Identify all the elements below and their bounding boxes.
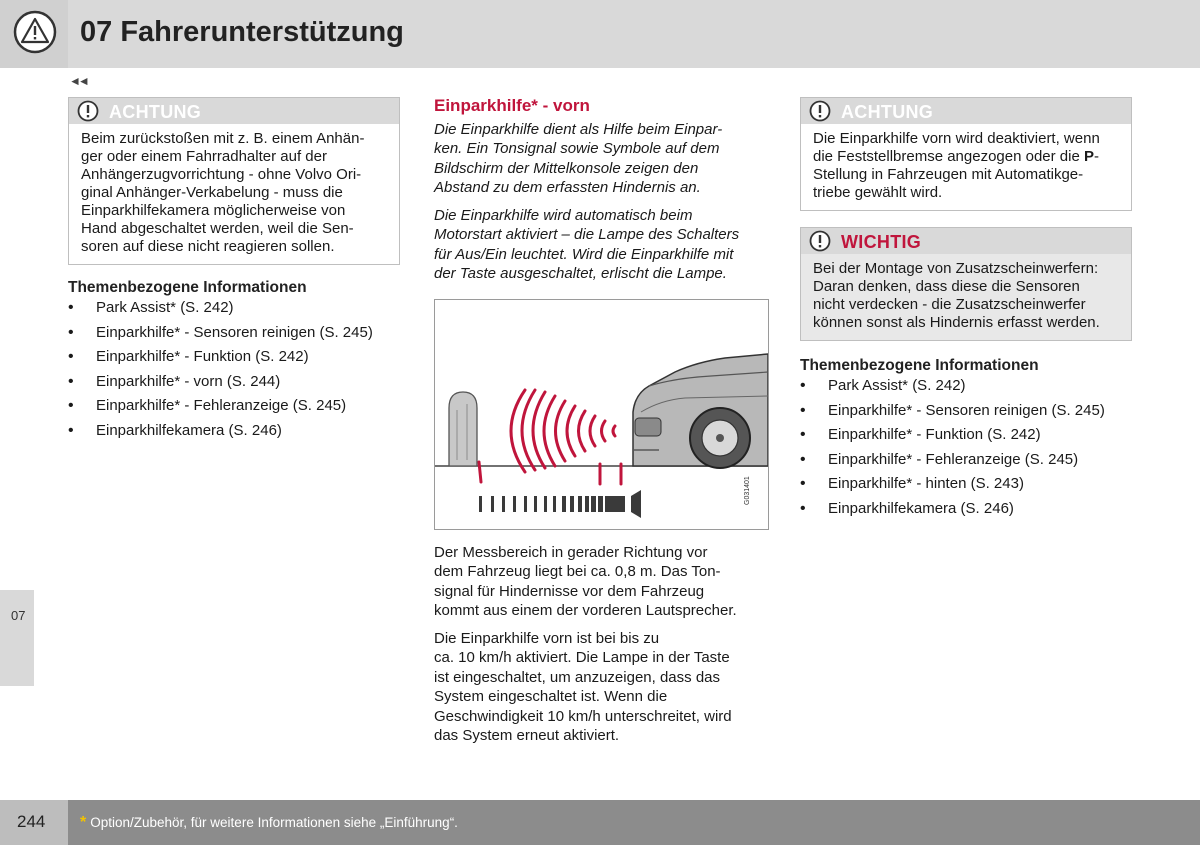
important-header	[801, 228, 1131, 254]
text-line: ken. Ein Tonsignal sowie Symbole auf dem	[434, 140, 720, 158]
related-link[interactable]: Park Assist* (S. 242)	[828, 377, 966, 394]
list-item[interactable]	[800, 450, 1105, 475]
list-item[interactable]	[800, 425, 1105, 450]
text-line: signal für Hindernisse vor dem Fahrzeug	[434, 582, 705, 600]
section-title: Einparkhilfe* - vorn	[434, 96, 590, 115]
parking-sensor-illustration	[434, 299, 769, 530]
text-line	[813, 148, 1119, 166]
text-line: Beim zurückstoßen mit z. B. einem Anhän-	[81, 130, 365, 147]
related-info-list	[68, 298, 373, 446]
related-link[interactable]: Einparkhilfe* - Fehleranzeige (S. 245)	[96, 397, 347, 415]
text-line: ist eingeschaltet, um anzuzeigen, dass das	[434, 668, 721, 686]
text-line: für Aus/Ein leuchtet. Wird die Einparkhilfe mit	[434, 245, 734, 263]
warning-title: ACHTUNG	[109, 102, 202, 122]
text-line: Daran denken, dass diese die Sensoren	[813, 278, 1080, 295]
page-number: 244	[17, 812, 46, 831]
list-item[interactable]	[800, 474, 1105, 499]
footer-note-text: Option/Zubehör, für weitere Informationen siehe „Einführung“.	[90, 815, 458, 830]
related-link[interactable]: Einparkhilfe* - Fehleranzeige (S. 245)	[828, 450, 1079, 468]
info-icon	[77, 100, 99, 122]
page-footer	[0, 800, 1200, 845]
text-line: ginal Anhänger-Verkabelung - muss die	[81, 184, 343, 201]
related-link[interactable]: Einparkhilfe* - vorn (S. 244)	[96, 372, 281, 390]
list-item[interactable]	[68, 323, 373, 348]
warning-text	[69, 124, 399, 264]
text-line: Stellung in Fahrzeugen mit Automatikge-	[813, 166, 1084, 183]
important-title: WICHTIG	[841, 232, 922, 252]
header-icon-box	[0, 0, 68, 68]
related-link[interactable]: Einparkhilfekamera (S. 246)	[828, 499, 1014, 517]
list-item[interactable]	[68, 372, 373, 397]
text-line: ca. 10 km/h aktiviert. Die Lampe in der Taste	[434, 649, 730, 667]
important-text	[801, 254, 1131, 340]
list-item[interactable]	[68, 298, 373, 323]
list-item[interactable]	[800, 401, 1105, 426]
car-icon	[633, 354, 768, 468]
page-header	[0, 0, 1200, 68]
obstacle-post	[449, 392, 477, 466]
text-line: triebe gewählt wird.	[813, 184, 943, 201]
warning-triangle-icon	[13, 10, 57, 54]
chapter-title: 07 Fahrerunterstützung	[80, 16, 404, 48]
text-line: System eingeschaltet ist. Wenn die	[434, 688, 668, 706]
text-segment: die Feststellbremse angezogen oder die	[813, 148, 1084, 165]
text-line: soren auf diese nicht reagieren sollen.	[81, 238, 335, 255]
related-info-heading: Themenbezogene Informationen	[800, 357, 1039, 374]
intro-paragraph-2	[434, 206, 764, 284]
text-line: Anhängerzugvorrichtung - ohne Volvo Ori-	[81, 166, 362, 183]
text-line: Der Messbereich in gerader Richtung vor	[434, 544, 708, 561]
related-info-heading: Themenbezogene Informationen	[68, 279, 307, 296]
important-box	[800, 227, 1132, 341]
text-line: Motorstart aktiviert – die Lampe des Schalters	[434, 226, 740, 244]
body-paragraph-2	[434, 629, 769, 745]
text-line: kommt aus einem der vorderen Lautsprecher.	[434, 602, 737, 620]
text-line: Abstand zu dem erfassten Hindernis an.	[434, 179, 701, 197]
list-item[interactable]	[800, 376, 1105, 401]
warning-text	[801, 124, 1131, 210]
illustration-svg	[435, 300, 768, 529]
text-line: dem Fahrzeug liegt bei ca. 0,8 m. Das Ton-	[434, 563, 721, 581]
list-item[interactable]	[68, 421, 373, 446]
text-line: ger oder einem Fahrradhalter auf der	[81, 148, 327, 165]
figure-code: G031401	[744, 476, 751, 505]
warning-box-left	[68, 97, 400, 265]
text-line: Einparkhilfekamera möglicherweise von	[81, 202, 346, 219]
related-link[interactable]: Einparkhilfe* - Funktion (S. 242)	[828, 426, 1041, 444]
footer-note	[80, 814, 458, 832]
info-icon	[809, 100, 831, 122]
related-link[interactable]: Einparkhilfe* - hinten (S. 243)	[828, 475, 1024, 493]
gear-position-p: P	[1084, 148, 1095, 165]
star-icon: *	[80, 814, 87, 831]
text-line: Geschwindigkeit 10 km/h unterschreitet, wird	[434, 707, 732, 725]
text-line: nicht verdecken - die Zusatzscheinwerfer	[813, 296, 1086, 313]
text-line: Die Einparkhilfe dient als Hilfe beim Einpar-	[434, 121, 723, 138]
body-paragraph-1	[434, 543, 769, 621]
sensor-waves-icon	[511, 390, 615, 472]
chapter-tab[interactable]	[0, 590, 34, 686]
text-line: Die Einparkhilfe wird automatisch beim	[434, 207, 693, 224]
text-line: der Taste ausgeschaltet, erlischt die Lampe.	[434, 265, 727, 283]
warning-header	[801, 98, 1131, 124]
related-link[interactable]: Einparkhilfe* - Sensoren reinigen (S. 245)	[96, 323, 373, 341]
list-item[interactable]	[68, 347, 373, 372]
related-link[interactable]: Park Assist* (S. 242)	[96, 299, 234, 316]
warning-box-right	[800, 97, 1132, 211]
page-number-box	[0, 800, 68, 845]
text-line: Die Einparkhilfe vorn wird deaktiviert, wenn	[813, 130, 1100, 147]
list-item[interactable]	[800, 499, 1105, 524]
text-segment: -	[1094, 148, 1100, 165]
text-line: Bildschirm der Mittelkonsole zeigen den	[434, 159, 699, 177]
chapter-tab-label: 07	[11, 608, 26, 623]
related-link[interactable]: Einparkhilfekamera (S. 246)	[96, 421, 282, 439]
back-arrows-icon[interactable]: ◄◄	[69, 74, 87, 88]
intro-paragraph-1	[434, 120, 764, 198]
list-item[interactable]	[68, 396, 373, 421]
exclamation-icon	[809, 230, 831, 252]
related-info-list	[800, 376, 1105, 524]
related-link[interactable]: Einparkhilfe* - Funktion (S. 242)	[96, 348, 309, 366]
text-line: können sonst als Hindernis erfasst werden.	[813, 314, 1100, 331]
text-line: Bei der Montage von Zusatzscheinwerfern:	[813, 260, 1099, 277]
text-line: das System erneut aktiviert.	[434, 727, 620, 745]
text-line: Die Einparkhilfe vorn ist bei bis zu	[434, 630, 660, 647]
text-line: Hand abgeschaltet werden, weil die Sen-	[81, 220, 354, 237]
related-link[interactable]: Einparkhilfe* - Sensoren reinigen (S. 245)	[828, 401, 1105, 419]
warning-title: ACHTUNG	[841, 102, 934, 122]
warning-header	[69, 98, 399, 124]
